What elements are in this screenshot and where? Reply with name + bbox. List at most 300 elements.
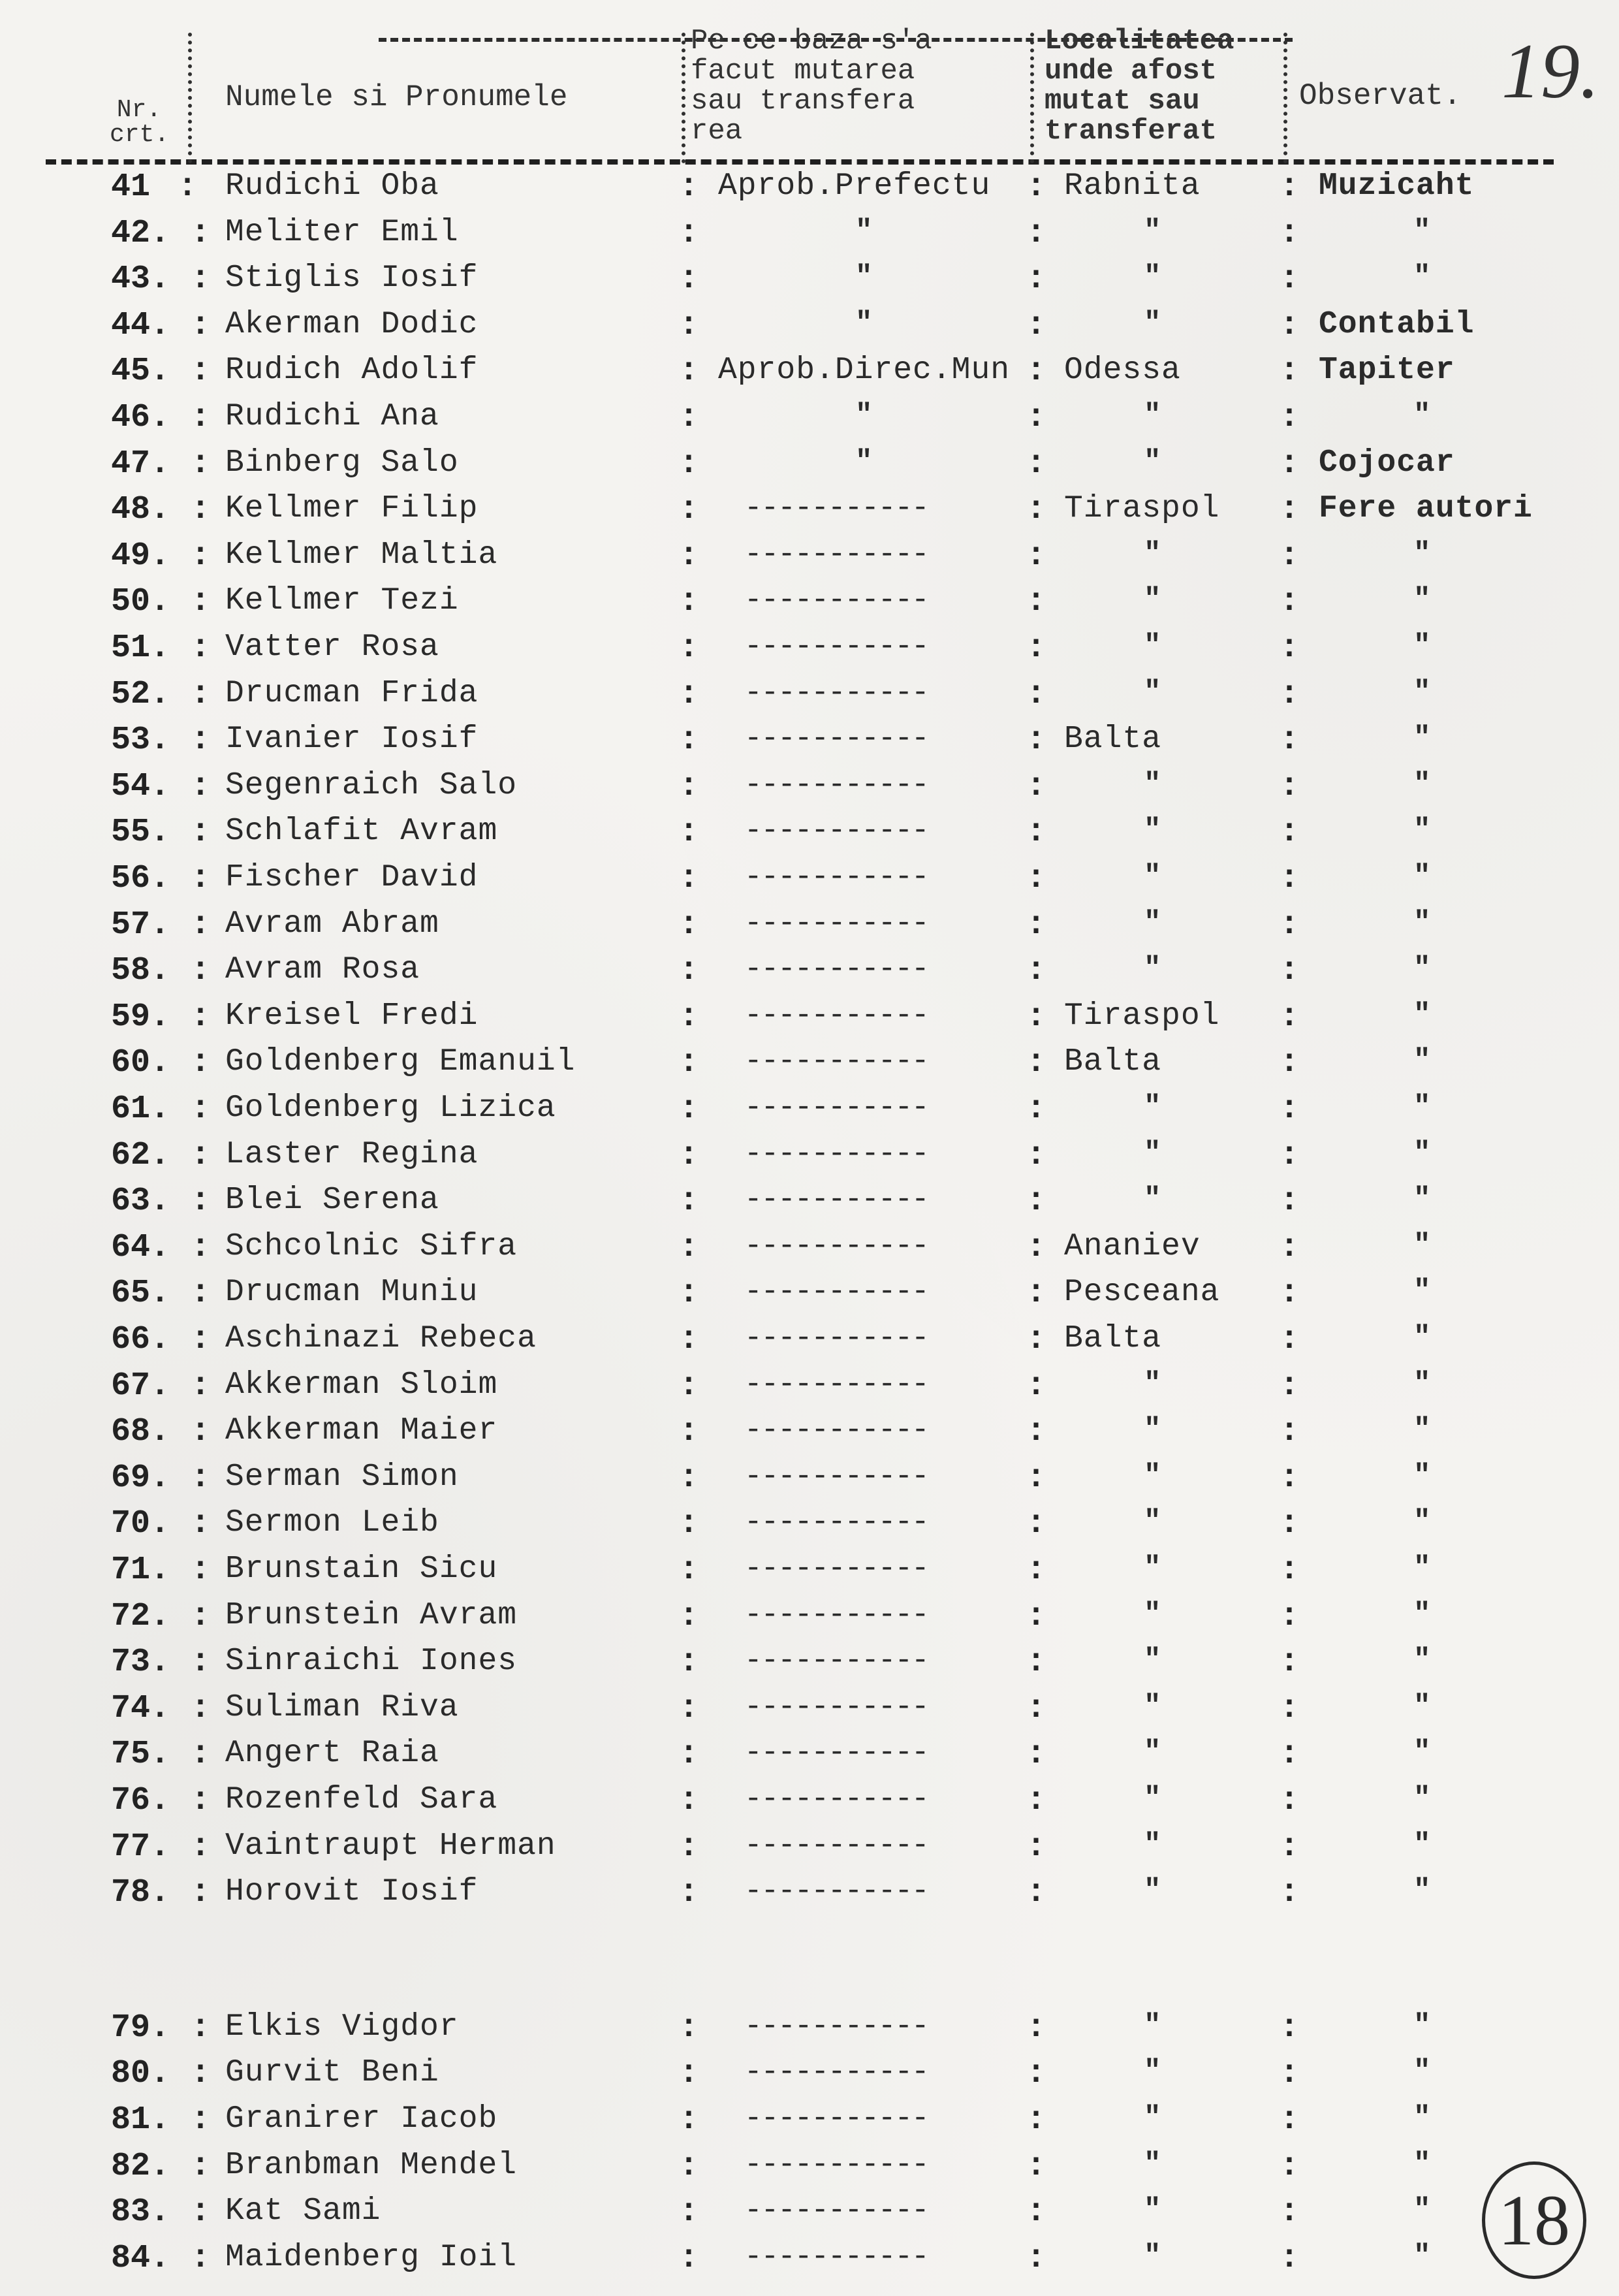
row-basis: ----------- bbox=[744, 1782, 928, 1816]
header-basis-line-3: sau transfera bbox=[691, 85, 915, 118]
row-basis: ----------- bbox=[744, 537, 928, 571]
row-separator-colon: : bbox=[1280, 675, 1300, 713]
row-separator-colon: : bbox=[679, 906, 699, 944]
row-separator-colon: : bbox=[679, 1091, 699, 1128]
row-notes: Cojocar bbox=[1319, 445, 1455, 481]
row-notes: " bbox=[1413, 1413, 1431, 1446]
row-number: 78. bbox=[111, 1874, 170, 1912]
row-separator-colon: : bbox=[1026, 860, 1046, 897]
row-separator-colon: : bbox=[191, 2193, 211, 2231]
row-separator-colon: : bbox=[1026, 2009, 1046, 2047]
row-name: Brunstain Sicu bbox=[225, 1552, 498, 1587]
table-row bbox=[0, 768, 1619, 810]
row-separator-colon: : bbox=[1280, 1828, 1300, 1866]
row-number: 69. bbox=[111, 1459, 170, 1497]
row-name: Brunstein Avram bbox=[225, 1597, 518, 1633]
row-separator-colon: : bbox=[191, 214, 211, 252]
row-separator-colon: : bbox=[1026, 445, 1046, 483]
row-locality: " bbox=[1144, 952, 1161, 985]
row-separator-colon: : bbox=[191, 261, 211, 298]
row-basis: ----------- bbox=[744, 1136, 928, 1171]
row-name: Sinraichi Iones bbox=[225, 1644, 518, 1680]
row-locality: " bbox=[1144, 1874, 1161, 1907]
row-separator-colon: : bbox=[191, 1597, 211, 1635]
row-separator-colon: : bbox=[191, 1505, 211, 1543]
row-separator-colon: : bbox=[191, 1183, 211, 1220]
row-basis: ----------- bbox=[744, 2009, 928, 2043]
row-separator-colon: : bbox=[191, 1459, 211, 1497]
row-separator-colon: : bbox=[1280, 306, 1300, 344]
row-name: Akkerman Maier bbox=[225, 1413, 498, 1449]
table-row bbox=[0, 1044, 1619, 1086]
row-name: Schcolnic Sifra bbox=[225, 1228, 518, 1264]
row-basis: ----------- bbox=[744, 675, 928, 710]
row-separator-colon: : bbox=[1026, 1782, 1046, 1819]
row-separator-colon: : bbox=[679, 1505, 699, 1543]
header-notes: Observat. bbox=[1299, 79, 1462, 113]
row-separator-colon: : bbox=[1280, 1552, 1300, 1589]
row-separator-colon: : bbox=[1280, 353, 1300, 391]
row-separator-colon: : bbox=[679, 1597, 699, 1635]
row-number: 75. bbox=[111, 1736, 170, 1774]
row-number: 45. bbox=[111, 353, 170, 391]
row-notes: " bbox=[1413, 2055, 1431, 2088]
row-basis: ----------- bbox=[744, 2055, 928, 2090]
row-separator-colon: : bbox=[679, 399, 699, 436]
row-name: Meliter Emil bbox=[225, 214, 459, 250]
row-separator-colon: : bbox=[1280, 998, 1300, 1036]
row-notes: " bbox=[1413, 2009, 1431, 2042]
row-name: Maidenberg Ioil bbox=[225, 2239, 518, 2275]
row-separator-colon: : bbox=[1026, 1136, 1046, 1174]
table-row bbox=[0, 2148, 1619, 2190]
row-separator-colon: : bbox=[191, 1644, 211, 1682]
row-separator-colon: : bbox=[1280, 1275, 1300, 1313]
row-separator-colon: : bbox=[191, 675, 211, 713]
row-separator-colon: : bbox=[1026, 261, 1046, 298]
row-separator-colon: : bbox=[1280, 767, 1300, 805]
row-number: 76. bbox=[111, 1782, 170, 1819]
row-notes: Muzicaht bbox=[1319, 168, 1475, 204]
row-notes: " bbox=[1413, 1828, 1431, 1861]
table-row bbox=[0, 2055, 1619, 2097]
table-row bbox=[0, 583, 1619, 625]
table-row bbox=[0, 952, 1619, 994]
row-number: 53. bbox=[111, 722, 170, 759]
table-row bbox=[0, 1782, 1619, 1824]
row-notes: " bbox=[1413, 1367, 1431, 1400]
table-row bbox=[0, 261, 1619, 302]
row-notes: " bbox=[1413, 1459, 1431, 1492]
table-row bbox=[0, 722, 1619, 763]
row-separator-colon: : bbox=[1280, 491, 1300, 529]
row-separator-colon: : bbox=[1280, 1597, 1300, 1635]
row-separator-colon: : bbox=[1026, 1044, 1046, 1082]
row-name: Akkerman Sloim bbox=[225, 1367, 498, 1403]
header-name: Numele si Pronumele bbox=[225, 80, 568, 114]
column-separator-1 bbox=[188, 33, 192, 163]
row-separator-colon: : bbox=[1280, 1091, 1300, 1128]
row-notes: " bbox=[1413, 630, 1431, 662]
row-separator-colon: : bbox=[679, 1321, 699, 1358]
row-locality: Balta bbox=[1064, 1321, 1162, 1356]
row-separator-colon: : bbox=[1026, 214, 1046, 252]
row-locality: " bbox=[1144, 1183, 1161, 1216]
row-separator-colon: : bbox=[1026, 952, 1046, 990]
row-number: 72. bbox=[111, 1597, 170, 1635]
row-separator-colon: : bbox=[191, 860, 211, 897]
table-row bbox=[0, 1505, 1619, 1547]
row-notes: " bbox=[1413, 2239, 1431, 2272]
row-basis: ----------- bbox=[744, 1874, 928, 1909]
header-nr: Nr. crt. bbox=[110, 96, 170, 149]
row-separator-colon: : bbox=[1026, 1183, 1046, 1220]
row-locality: " bbox=[1144, 860, 1161, 893]
table-row bbox=[0, 1644, 1619, 1685]
row-basis: ----------- bbox=[744, 1597, 928, 1632]
row-locality: " bbox=[1144, 1597, 1161, 1631]
row-separator-colon: : bbox=[1280, 1644, 1300, 1682]
row-separator-colon: : bbox=[1026, 1736, 1046, 1774]
row-separator-colon: : bbox=[1280, 399, 1300, 436]
table-row bbox=[0, 445, 1619, 487]
row-separator-colon: : bbox=[1026, 1091, 1046, 1128]
row-separator-colon: : bbox=[1026, 491, 1046, 529]
row-separator-colon: : bbox=[1026, 630, 1046, 667]
row-name: Gurvit Beni bbox=[225, 2055, 439, 2091]
row-separator-colon: : bbox=[1026, 1275, 1046, 1313]
row-basis: ----------- bbox=[744, 860, 928, 894]
row-name: Akerman Dodic bbox=[225, 306, 479, 342]
row-name: Granirer Iacob bbox=[225, 2101, 498, 2137]
row-separator-colon: : bbox=[1280, 1183, 1300, 1220]
row-notes: " bbox=[1413, 261, 1431, 294]
row-basis: ----------- bbox=[744, 2193, 928, 2228]
row-basis: ----------- bbox=[744, 2101, 928, 2135]
row-separator-colon: : bbox=[191, 537, 211, 575]
row-notes: " bbox=[1413, 906, 1431, 939]
row-number: 42. bbox=[111, 214, 170, 252]
row-separator-colon: : bbox=[679, 1367, 699, 1405]
row-separator-colon: : bbox=[679, 1644, 699, 1682]
row-basis: ----------- bbox=[744, 491, 928, 526]
table-row bbox=[0, 2009, 1619, 2051]
row-separator-colon: : bbox=[1280, 814, 1300, 852]
row-notes: " bbox=[1413, 1275, 1431, 1308]
table-row bbox=[0, 215, 1619, 257]
row-separator-colon: : bbox=[191, 767, 211, 805]
row-separator-colon: : bbox=[1280, 583, 1300, 621]
row-separator-colon: : bbox=[1026, 306, 1046, 344]
row-separator-colon: : bbox=[1280, 2193, 1300, 2231]
row-separator-colon: : bbox=[191, 722, 211, 759]
row-name: Kat Sami bbox=[225, 2193, 381, 2229]
row-separator-colon: : bbox=[679, 445, 699, 483]
row-separator-colon: : bbox=[679, 1459, 699, 1497]
row-basis: ----------- bbox=[744, 1091, 928, 1124]
row-notes: " bbox=[1413, 1597, 1431, 1631]
header-locality-line-3: mutat sau bbox=[1045, 85, 1200, 118]
column-separator-2 bbox=[682, 33, 685, 163]
row-locality: " bbox=[1144, 214, 1161, 247]
row-separator-colon: : bbox=[191, 1321, 211, 1358]
row-locality: Tiraspol bbox=[1064, 491, 1220, 527]
row-notes: " bbox=[1413, 1044, 1431, 1077]
row-notes: " bbox=[1413, 1505, 1431, 1539]
row-number: 70. bbox=[111, 1505, 170, 1543]
row-separator-colon: : bbox=[679, 1413, 699, 1451]
row-name: Rudichi Ana bbox=[225, 399, 439, 434]
row-number: 52. bbox=[111, 675, 170, 713]
table-row bbox=[0, 1459, 1619, 1501]
row-notes: " bbox=[1413, 583, 1431, 616]
row-separator-colon: : bbox=[679, 675, 699, 713]
row-name: Vatter Rosa bbox=[225, 630, 439, 665]
table-row bbox=[0, 814, 1619, 855]
row-basis: ----------- bbox=[744, 1413, 928, 1448]
row-basis: ----------- bbox=[744, 1505, 928, 1540]
table-row bbox=[0, 1275, 1619, 1316]
row-separator-colon: : bbox=[191, 906, 211, 944]
row-separator-colon: : bbox=[1280, 168, 1300, 206]
row-separator-colon: : bbox=[679, 2193, 699, 2231]
table-row bbox=[0, 1229, 1619, 1271]
row-separator-colon: : bbox=[679, 1782, 699, 1819]
row-separator-colon: : bbox=[1026, 583, 1046, 621]
row-locality: " bbox=[1144, 1782, 1161, 1815]
row-basis: ----------- bbox=[744, 1367, 928, 1401]
header-basis bbox=[691, 26, 932, 146]
table-row bbox=[0, 906, 1619, 948]
row-notes: " bbox=[1413, 1782, 1431, 1815]
row-number: 71. bbox=[111, 1552, 170, 1589]
row-notes: Tapiter bbox=[1319, 353, 1455, 389]
row-locality: " bbox=[1144, 261, 1161, 294]
row-basis: ----------- bbox=[744, 998, 928, 1032]
row-separator-colon: : bbox=[679, 2009, 699, 2047]
row-locality: " bbox=[1144, 1828, 1161, 1861]
row-separator-colon: : bbox=[1280, 722, 1300, 759]
row-basis: ----------- bbox=[744, 814, 928, 848]
row-locality: " bbox=[1144, 2009, 1161, 2042]
row-number: 73. bbox=[111, 1644, 170, 1682]
row-separator-colon: : bbox=[679, 952, 699, 990]
row-name: Sermon Leib bbox=[225, 1505, 439, 1541]
row-locality: " bbox=[1144, 906, 1161, 939]
row-basis: ----------- bbox=[744, 2147, 928, 2182]
row-locality: " bbox=[1144, 1552, 1161, 1584]
row-name: Avram Abram bbox=[225, 906, 439, 942]
row-separator-colon: : bbox=[1280, 952, 1300, 990]
row-separator-colon: : bbox=[1280, 261, 1300, 298]
row-separator-colon: : bbox=[1026, 906, 1046, 944]
row-number: 66. bbox=[111, 1321, 170, 1358]
row-separator-colon: : bbox=[679, 1136, 699, 1174]
row-locality: " bbox=[1144, 399, 1161, 432]
row-number: 43. bbox=[111, 261, 170, 298]
row-number: 68. bbox=[111, 1413, 170, 1451]
row-number: 49. bbox=[111, 537, 170, 575]
row-basis: ----------- bbox=[744, 906, 928, 940]
row-notes: " bbox=[1413, 1321, 1431, 1354]
row-separator-colon: : bbox=[1026, 814, 1046, 852]
row-separator-colon: : bbox=[1026, 168, 1046, 206]
row-separator-colon: : bbox=[1026, 722, 1046, 759]
row-number: 81. bbox=[111, 2101, 170, 2139]
table-row bbox=[0, 1736, 1619, 1778]
row-separator-colon: : bbox=[1280, 860, 1300, 897]
row-separator-colon: : bbox=[1026, 1228, 1046, 1266]
row-separator-colon: : bbox=[178, 168, 198, 206]
row-locality: Tiraspol bbox=[1064, 998, 1220, 1034]
row-locality: " bbox=[1144, 2055, 1161, 2088]
row-separator-colon: : bbox=[1280, 2101, 1300, 2139]
row-notes: " bbox=[1413, 952, 1431, 985]
row-separator-colon: : bbox=[1026, 2101, 1046, 2139]
row-notes: " bbox=[1413, 1874, 1431, 1907]
table-row bbox=[0, 1367, 1619, 1409]
row-separator-colon: : bbox=[1026, 675, 1046, 713]
row-separator-colon: : bbox=[191, 952, 211, 990]
table-row bbox=[0, 1321, 1619, 1363]
row-locality: " bbox=[1144, 1136, 1161, 1170]
row-number: 55. bbox=[111, 814, 170, 852]
row-separator-colon: : bbox=[191, 1044, 211, 1082]
row-name: Goldenberg Emanuil bbox=[225, 1044, 576, 1080]
row-basis: ----------- bbox=[744, 1228, 928, 1263]
row-separator-colon: : bbox=[1280, 1228, 1300, 1266]
row-separator-colon: : bbox=[679, 168, 699, 206]
column-separator-4 bbox=[1283, 33, 1287, 163]
row-separator-colon: : bbox=[1026, 1597, 1046, 1635]
row-basis: ----------- bbox=[744, 1552, 928, 1586]
row-locality: " bbox=[1144, 2239, 1161, 2272]
row-separator-colon: : bbox=[191, 1367, 211, 1405]
row-separator-colon: : bbox=[679, 1183, 699, 1220]
row-separator-colon: : bbox=[191, 399, 211, 436]
row-separator-colon: : bbox=[679, 1736, 699, 1774]
row-separator-colon: : bbox=[1026, 1459, 1046, 1497]
row-name: Ivanier Iosif bbox=[225, 722, 479, 757]
table-row bbox=[0, 1091, 1619, 1132]
row-number: 51. bbox=[111, 630, 170, 667]
row-separator-colon: : bbox=[191, 445, 211, 483]
table-row bbox=[0, 399, 1619, 441]
row-separator-colon: : bbox=[1026, 1689, 1046, 1727]
row-number: 44. bbox=[111, 306, 170, 344]
row-separator-colon: : bbox=[1026, 1321, 1046, 1358]
row-separator-colon: : bbox=[191, 814, 211, 852]
row-separator-colon: : bbox=[679, 1828, 699, 1866]
row-basis: ----------- bbox=[744, 1828, 928, 1862]
row-notes: " bbox=[1413, 1689, 1431, 1723]
row-separator-colon: : bbox=[1026, 1874, 1046, 1912]
row-separator-colon: : bbox=[1280, 1782, 1300, 1819]
row-basis: ----------- bbox=[744, 630, 928, 663]
row-name: Suliman Riva bbox=[225, 1689, 459, 1725]
row-locality: " bbox=[1144, 2147, 1161, 2180]
row-separator-colon: : bbox=[1026, 767, 1046, 805]
row-basis: ----------- bbox=[744, 767, 928, 802]
row-name: Aschinazi Rebeca bbox=[225, 1321, 537, 1356]
row-basis: ----------- bbox=[744, 1689, 928, 1724]
row-name: Rudich Adolif bbox=[225, 353, 479, 389]
row-separator-colon: : bbox=[679, 1275, 699, 1313]
row-locality: " bbox=[1144, 537, 1161, 570]
row-number: 84. bbox=[111, 2239, 170, 2277]
row-basis: ----------- bbox=[744, 1459, 928, 1493]
row-basis: ----------- bbox=[744, 952, 928, 987]
row-separator-colon: : bbox=[679, 2101, 699, 2139]
row-basis: Aprob.Prefectu bbox=[718, 168, 991, 204]
row-separator-colon: : bbox=[679, 2147, 699, 2185]
row-separator-colon: : bbox=[191, 1874, 211, 1912]
row-basis: " bbox=[855, 399, 873, 432]
row-name: Blei Serena bbox=[225, 1183, 439, 1219]
row-name: Drucman Frida bbox=[225, 675, 479, 711]
row-separator-colon: : bbox=[679, 860, 699, 897]
header-locality-line-1: Localitatea bbox=[1045, 25, 1234, 57]
row-separator-colon: : bbox=[191, 1689, 211, 1727]
row-basis: ----------- bbox=[744, 1183, 928, 1217]
table-row bbox=[0, 1137, 1619, 1179]
row-separator-colon: : bbox=[1280, 1044, 1300, 1082]
table-row bbox=[0, 2101, 1619, 2143]
row-locality: " bbox=[1144, 583, 1161, 616]
row-separator-colon: : bbox=[1280, 1413, 1300, 1451]
row-separator-colon: : bbox=[1026, 2239, 1046, 2277]
row-notes: " bbox=[1413, 2193, 1431, 2227]
row-notes: " bbox=[1413, 860, 1431, 893]
row-basis: ----------- bbox=[744, 722, 928, 756]
table-row bbox=[0, 307, 1619, 349]
page-number: 19. bbox=[1501, 27, 1599, 114]
row-separator-colon: : bbox=[191, 583, 211, 621]
row-locality: " bbox=[1144, 2101, 1161, 2134]
row-separator-colon: : bbox=[1280, 906, 1300, 944]
row-name: Kellmer Filip bbox=[225, 491, 479, 527]
row-notes: " bbox=[1413, 1091, 1431, 1123]
row-number: 62. bbox=[111, 1136, 170, 1174]
header-locality bbox=[1045, 26, 1234, 146]
row-number: 48. bbox=[111, 491, 170, 529]
row-number: 61. bbox=[111, 1091, 170, 1128]
row-number: 82. bbox=[111, 2147, 170, 2185]
row-separator-colon: : bbox=[1280, 1689, 1300, 1727]
row-locality: " bbox=[1144, 675, 1161, 709]
row-separator-colon: : bbox=[1280, 630, 1300, 667]
row-separator-colon: : bbox=[1280, 2239, 1300, 2277]
table-row bbox=[0, 1183, 1619, 1224]
row-separator-colon: : bbox=[679, 353, 699, 391]
row-basis: ----------- bbox=[744, 1644, 928, 1678]
row-separator-colon: : bbox=[191, 2101, 211, 2139]
row-notes: " bbox=[1413, 1644, 1431, 1677]
row-notes: " bbox=[1413, 2101, 1431, 2134]
row-basis: " bbox=[855, 261, 873, 294]
row-separator-colon: : bbox=[1280, 445, 1300, 483]
row-separator-colon: : bbox=[679, 1552, 699, 1589]
header-basis-line-2: facut mutarea bbox=[691, 55, 915, 88]
row-separator-colon: : bbox=[679, 491, 699, 529]
table-row bbox=[0, 2193, 1619, 2235]
header-basis-line-4: rea bbox=[691, 115, 743, 148]
row-notes: " bbox=[1413, 214, 1431, 247]
header-bottom-rule bbox=[46, 159, 1554, 165]
row-separator-colon: : bbox=[679, 767, 699, 805]
row-name: Kellmer Tezi bbox=[225, 583, 459, 619]
row-separator-colon: : bbox=[191, 2239, 211, 2277]
